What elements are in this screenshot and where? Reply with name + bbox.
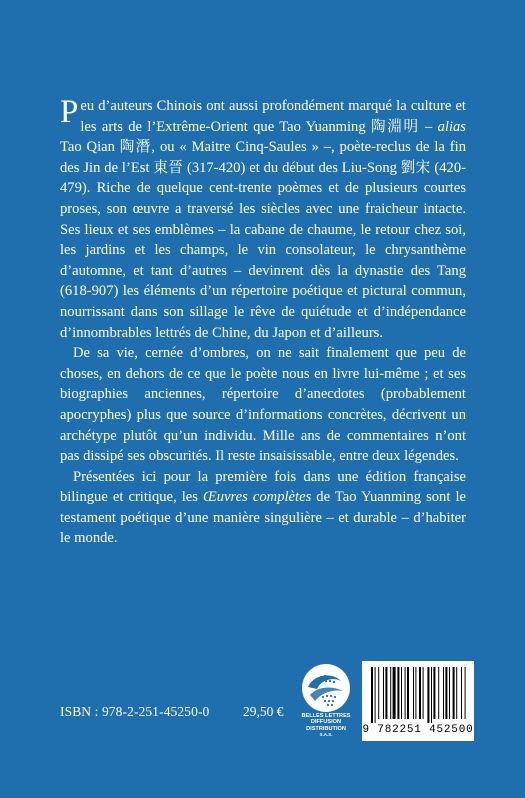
barcode-bar [383,667,384,719]
barcode-bar [443,667,444,719]
logo-line-4: S.A.S. [319,732,333,738]
logo-line-3: DISTRIBUTION [306,725,346,732]
barcode-bar [405,667,406,719]
barcode-bar [378,667,379,719]
barcode-bar [407,667,409,719]
blurb-p3-text-b: de Tao Yuanming sont le testament poétique d’une manière singulière – et durable – d’habiter le monde. [60,489,466,547]
blurb-p1-alias: alias [437,118,466,135]
barcode-bar [449,667,450,719]
barcode-bar [397,667,399,719]
distributor-logo-emblem-icon [301,663,351,713]
barcode-digits: 9 782251 452500 [362,724,474,736]
barcode-bar [385,667,387,719]
distributor-logo [297,663,355,745]
logo-line-2: DIFFUSION [310,719,342,726]
barcode-bars-icon [362,661,474,725]
blurb-paragraph-3 [60,467,466,549]
price-label: 29,50 € [243,704,284,719]
blurb-paragraph-2: De sa vie, cernée d’ombres, on ne sait finalement que peu de choses, en dehors de ce que le poète nous en livre lui-même ; et ses biographies anciennes, répertoire d’anecdotes (probablement apocryphes) plus que source d’informations concrètes, décrivent un archétype plutôt qu’un individu. Mille ans de commentaires n’ont pas dissipé ses obscurités. Il reste insaisissable, entre deux légendes. [60,345,466,465]
blurb-p3-title: Œuvres complètes [203,489,312,506]
blurb-p3-text-a: Présentées ici pour la première fois dans une édition française bilingue et critique, les [60,468,466,506]
barcode-bar [431,667,432,723]
barcode-bar [465,667,466,719]
barcode-bar [438,667,439,719]
barcode-bar [401,667,402,719]
barcode-bar [415,667,416,719]
barcode-bar [445,667,447,719]
barcode-bar [419,667,421,719]
blurb-p1-text-a: eu d’auteurs Chinois ont aussi profondément marqué la culture et les arts de l’Extrême-Orient que Tao Yuanming 陶淵明 – [80,98,466,135]
barcode-bar [423,667,424,719]
barcode-bar [390,667,391,719]
barcode-bar [461,667,462,719]
blurb-p1-text-b: Tao Qian 陶潛, ou « Maitre Cinq-Saules » –, poète-reclus de la fin des Jin de l’Est 東晉 (317-420) et du début des Liu-Song 劉宋 (420-479). Riche de quelque cent-trente poèmes et de plusieurs courtes proses, son œuvre a traversé les siècles avec une fraicheur intacte. Ses lieux et ses emblèmes – la cabane de chaume, le retour chez soi, les jardins et les champs, le vin consolateur, le chrysanthème d’automne, et tant d’autres – devinrent dès la dynastie des Tang (618-907) les éléments d’un répertoire poétique et pictural commun, nourrissant dans son sillage le rêve de quiétude et d’indépendance d’innombrables lettrés de Chine, du Japon et d’ailleurs. [60,139,466,341]
logo-line-1: BELLES LETTRES [301,713,351,719]
back-cover-blurb [60,96,466,549]
barcode-bar [456,667,457,719]
distributor-logo-text [297,713,355,739]
drop-cap: P [60,94,79,130]
barcode-bar [375,667,376,723]
barcode-bar [427,667,429,723]
barcode-bar [433,667,435,719]
barcode [362,661,474,741]
barcode-bar [371,667,373,723]
barcode-bar [413,667,414,719]
barcode-bar [393,667,396,719]
isbn-label: ISBN : 978-2-251-45250-0 [60,704,210,719]
blurb-paragraph-1 [60,96,466,343]
barcode-bar [453,667,455,719]
